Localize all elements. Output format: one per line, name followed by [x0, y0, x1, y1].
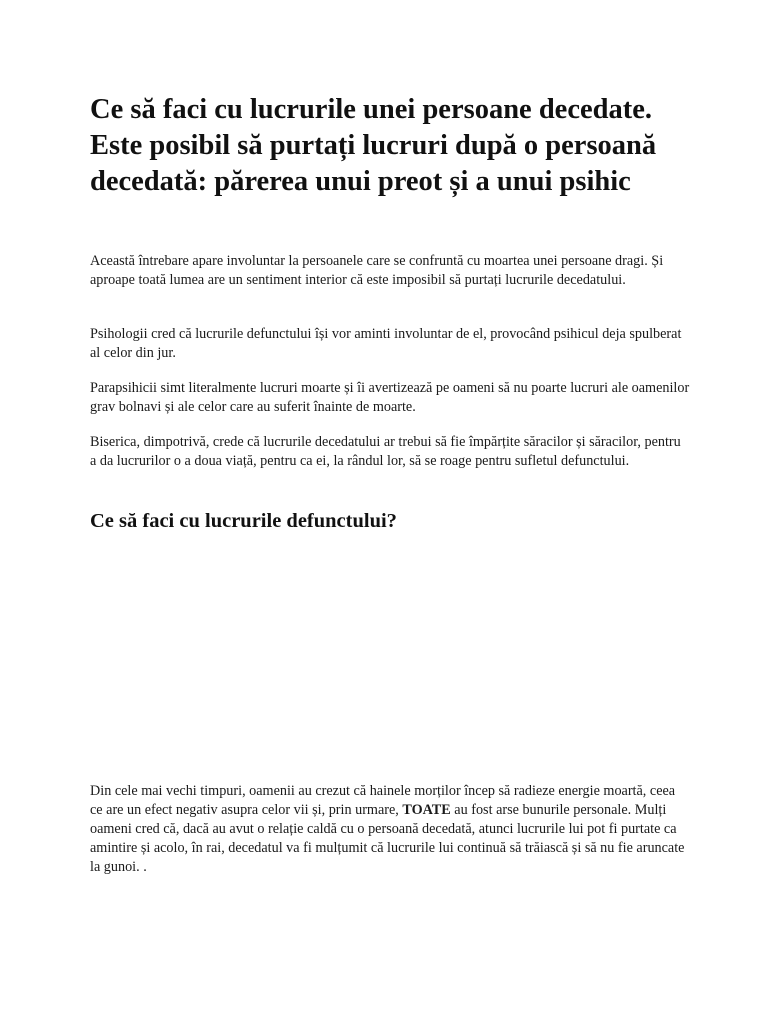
section-heading: Ce să faci cu lucrurile defunctului? [90, 510, 397, 532]
psychologists-paragraph: Psihologii cred că lucrurile defunctului își vor aminti involuntar de el, provocând psihicul deja spulberat al celor din jur. [90, 326, 682, 361]
intro-paragraph: Această întrebare apare involuntar la persoanele care se confruntă cu moartea unei persoane dragi. Și aproape toată lumea are un sentiment interior că este imposibil să purtați lucrurile decedatului. [90, 253, 664, 288]
parapsychics-paragraph: Parapsihicii simt literalmente lucruri moarte și îi avertizează pe oameni să nu poarte lucruri ale oamenilor grav bolnavi și ale celor care au suferit înainte de moarte. [90, 380, 690, 415]
church-paragraph: Biserica, dimpotrivă, crede că lucrurile decedatului ar trebui să fie împărțite săracilor și săracilor, pentru a da lucrurilor o a doua viață, pentru ca ei, la rândul lor, să se roage pentru sufletul defunctului. [90, 434, 681, 469]
history-paragraph-end: au fost arse bunurile personale. Mulți oameni cred că, dacă au avut o relație caldă cu o persoană decedată, atunci lucrurile lui pot fi purtate ca amintire și acolo, în rai, decedatul va fi mulțumit că lucrurile lui continuă să trăiască și să nu fie aruncate la gunoi. . [90, 802, 685, 875]
article-title: Ce să faci cu lucrurile unei persoane decedate. Este posibil să purtați lucruri după o persoană decedată: părerea unui preot și a unui psihic [90, 94, 657, 197]
history-paragraph [90, 782, 690, 877]
emphasized-word: TOATE [402, 802, 451, 818]
history-paragraph-start: Din cele mai vechi timpuri, oamenii au crezut că hainele morților încep să radieze energie moartă, ceea ce are un efect negativ asupra celor vii și, prin urmare, [90, 783, 676, 818]
empty-image-space [90, 545, 690, 770]
